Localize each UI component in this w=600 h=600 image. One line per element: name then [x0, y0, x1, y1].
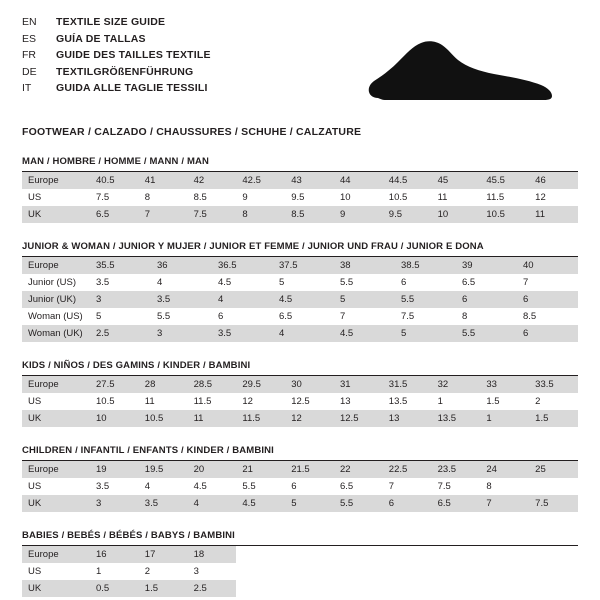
- cell: [383, 580, 432, 597]
- cell: 8.5: [523, 311, 537, 322]
- cell: 42: [188, 172, 237, 189]
- cell: 5: [279, 277, 285, 288]
- cell: 40.5: [90, 172, 139, 189]
- cell: [383, 546, 432, 563]
- cell: 33: [480, 376, 529, 393]
- row-label: Woman (US): [28, 311, 83, 322]
- cell: 12: [285, 410, 334, 427]
- cell: 2.5: [90, 325, 151, 342]
- cell: 7.5: [437, 481, 451, 492]
- footwear-section-title: FOOTWEAR / CALZADO / CHAUSSURES / SCHUHE / CALZATURE: [22, 126, 362, 138]
- table-row: [22, 274, 578, 291]
- table-row: [22, 393, 578, 410]
- cell: 8.5: [193, 192, 207, 203]
- cell: 2: [535, 396, 541, 407]
- cell: 4: [212, 291, 273, 308]
- cell: 7: [388, 481, 395, 492]
- cell: 7: [480, 495, 529, 512]
- row-label: US: [28, 481, 42, 492]
- row-label: Europe: [22, 376, 90, 393]
- cell: 8: [144, 192, 151, 203]
- cell: [529, 563, 578, 580]
- cell: 5.5: [395, 291, 456, 308]
- cell: [432, 563, 481, 580]
- cell: 28: [139, 376, 188, 393]
- cell: 3: [151, 325, 212, 342]
- row-label: Junior (US): [28, 277, 77, 288]
- cell: 38: [334, 257, 395, 274]
- language-code: FR: [22, 49, 36, 61]
- cell: 11: [144, 396, 155, 407]
- cell: 6.5: [279, 311, 293, 322]
- table-row: [22, 461, 578, 478]
- cell: 2.5: [188, 580, 237, 597]
- cell: 6: [401, 277, 407, 288]
- cell: 5.5: [456, 325, 517, 342]
- document-header: [22, 14, 578, 110]
- cell: 38.5: [395, 257, 456, 274]
- language-title: TEXTILE SIZE GUIDE: [56, 16, 166, 28]
- cell: [383, 563, 432, 580]
- cell: 13.5: [388, 396, 408, 407]
- cell: [529, 580, 578, 597]
- cell: 6: [456, 291, 517, 308]
- size-table-children: [22, 461, 578, 512]
- block-label: BABIES / BEBÉS / BÉBÉS / BABYS / BAMBINI: [22, 530, 578, 546]
- cell: [334, 563, 383, 580]
- cell: 40: [517, 257, 578, 274]
- cell: 11.5: [193, 396, 212, 407]
- cell: 6: [291, 481, 297, 492]
- table-row: [22, 206, 578, 223]
- cell: [529, 478, 578, 495]
- cell: 4.5: [273, 291, 334, 308]
- cell: 3.5: [96, 481, 110, 492]
- language-row: [22, 80, 211, 97]
- table-row: [22, 546, 578, 563]
- cell: 1: [437, 396, 443, 407]
- size-table-babies: [22, 546, 578, 597]
- cell: 20: [188, 461, 237, 478]
- cell: 13: [383, 410, 432, 427]
- cell: 19.5: [139, 461, 188, 478]
- cell: 4.5: [193, 481, 207, 492]
- row-label: Europe: [22, 546, 90, 563]
- cell: 21: [236, 461, 285, 478]
- language-row: [22, 64, 211, 81]
- cell: 31: [334, 376, 383, 393]
- dress-shoe-icon: [366, 36, 556, 111]
- cell: 10.5: [139, 410, 188, 427]
- block-label: JUNIOR & WOMAN / JUNIOR Y MUJER / JUNIOR ET FEMME / JUNIOR UND FRAU / JUNIOR E DONA: [22, 241, 578, 257]
- cell: 3.5: [212, 325, 273, 342]
- cell: 22.5: [383, 461, 432, 478]
- block-label: MAN / HOMBRE / HOMME / MANN / MAN: [22, 156, 578, 172]
- size-block-children: [22, 445, 578, 512]
- cell: 5.5: [157, 311, 171, 322]
- table-row: [22, 325, 578, 342]
- cell: 33.5: [529, 376, 578, 393]
- cell: 7: [340, 311, 346, 322]
- cell: 3: [90, 291, 151, 308]
- cell: 46: [529, 172, 578, 189]
- size-table-kids: [22, 376, 578, 427]
- cell: 4.5: [236, 495, 285, 512]
- cell: 4.5: [218, 277, 232, 288]
- cell: [480, 563, 529, 580]
- cell: 10.5: [96, 396, 115, 407]
- cell: 22: [334, 461, 383, 478]
- size-block-kids: [22, 360, 578, 427]
- cell: 32: [432, 376, 481, 393]
- cell: 37.5: [273, 257, 334, 274]
- cell: 45.5: [480, 172, 529, 189]
- cell: 10.5: [480, 206, 529, 223]
- cell: 8.5: [285, 206, 334, 223]
- cell: 36.5: [212, 257, 273, 274]
- cell: 4: [188, 495, 237, 512]
- cell: 1.5: [529, 410, 578, 427]
- cell: 5: [395, 325, 456, 342]
- cell: 27.5: [90, 376, 139, 393]
- table-row: [22, 308, 578, 325]
- cell: 17: [139, 546, 188, 563]
- cell: 7.5: [96, 192, 110, 203]
- language-title: GUÍA DE TALLAS: [56, 32, 146, 45]
- row-label: Woman (UK): [22, 325, 90, 342]
- cell: 7.5: [401, 311, 415, 322]
- cell: 11.5: [236, 410, 285, 427]
- language-row: [22, 31, 211, 48]
- row-label: Europe: [22, 257, 90, 274]
- cell: 4.5: [334, 325, 395, 342]
- cell: 12: [242, 396, 253, 407]
- cell: 18: [188, 546, 237, 563]
- cell: 0.5: [90, 580, 139, 597]
- cell: 3: [90, 495, 139, 512]
- table-row: [22, 376, 578, 393]
- size-block-junior-woman: [22, 241, 578, 342]
- cell: [236, 546, 285, 563]
- cell: 6: [218, 311, 224, 322]
- row-label: US: [28, 192, 42, 203]
- language-title: GUIDE DES TAILLES TEXTILE: [56, 49, 211, 61]
- row-label: Junior (UK): [22, 291, 90, 308]
- language-title: GUIDA ALLE TAGLIE TESSILI: [56, 82, 208, 94]
- cell: 6.5: [432, 495, 481, 512]
- table-row: [22, 478, 578, 495]
- cell: 11: [437, 192, 448, 203]
- language-code: ES: [22, 32, 37, 45]
- cell: 21.5: [285, 461, 334, 478]
- cell: 3.5: [96, 277, 110, 288]
- cell: 9: [334, 206, 383, 223]
- cell: 43: [285, 172, 334, 189]
- cell: 4: [157, 277, 163, 288]
- cell: 12: [535, 192, 546, 203]
- cell: 12.5: [334, 410, 383, 427]
- cell: 31.5: [383, 376, 432, 393]
- cell: 25: [529, 461, 578, 478]
- size-table-man: [22, 172, 578, 223]
- cell: 11.5: [486, 192, 505, 203]
- cell: 5: [96, 311, 102, 322]
- cell: [236, 580, 285, 597]
- cell: 13.5: [432, 410, 481, 427]
- cell: 10: [432, 206, 481, 223]
- cell: 1.5: [139, 580, 188, 597]
- table-row: [22, 495, 578, 512]
- cell: 1: [480, 410, 529, 427]
- language-code: DE: [22, 65, 37, 78]
- row-label: Europe: [22, 172, 90, 189]
- cell: 12.5: [291, 396, 310, 407]
- cell: 6: [383, 495, 432, 512]
- cell: 10.5: [388, 192, 408, 203]
- cell: 29.5: [236, 376, 285, 393]
- table-row: [22, 189, 578, 206]
- cell: 5.5: [242, 481, 256, 492]
- cell: 3: [193, 566, 199, 577]
- table-row: [22, 257, 578, 274]
- cell: 9: [242, 192, 248, 203]
- cell: 45: [432, 172, 481, 189]
- cell: [285, 563, 334, 580]
- cell: 44: [334, 172, 383, 189]
- cell: 13: [339, 396, 351, 407]
- cell: 6.5: [462, 277, 476, 288]
- cell: [285, 580, 334, 597]
- cell: 8: [236, 206, 285, 223]
- cell: 4: [144, 481, 151, 492]
- cell: 3.5: [151, 291, 212, 308]
- cell: 7: [523, 277, 529, 288]
- language-row: [22, 47, 211, 64]
- block-label: CHILDREN / INFANTIL / ENFANTS / KINDER / BAMBINI: [22, 445, 578, 461]
- cell: 28.5: [188, 376, 237, 393]
- cell: [480, 546, 529, 563]
- cell: 6: [517, 325, 578, 342]
- cell: 35.5: [90, 257, 151, 274]
- cell: 10: [339, 192, 351, 203]
- cell: 24: [480, 461, 529, 478]
- language-title-list: [22, 14, 211, 97]
- cell: 6.5: [90, 206, 139, 223]
- table-row: [22, 410, 578, 427]
- cell: 7.5: [188, 206, 237, 223]
- table-row: [22, 172, 578, 189]
- cell: 6.5: [339, 481, 354, 492]
- cell: [432, 580, 481, 597]
- cell: 39: [456, 257, 517, 274]
- row-label: US: [28, 566, 42, 577]
- table-row: [22, 291, 578, 308]
- cell: 11: [529, 206, 578, 223]
- cell: [236, 563, 285, 580]
- cell: 6: [517, 291, 578, 308]
- row-label: US: [28, 396, 42, 407]
- cell: 41: [139, 172, 188, 189]
- cell: 42.5: [236, 172, 285, 189]
- cell: [285, 546, 334, 563]
- cell: 11: [188, 410, 237, 427]
- cell: 23.5: [432, 461, 481, 478]
- cell: 2: [144, 566, 151, 577]
- cell: 10: [90, 410, 139, 427]
- cell: 7: [139, 206, 188, 223]
- language-code: EN: [22, 16, 37, 28]
- language-title: TEXTILGRÖßENFÜHRUNG: [56, 65, 194, 78]
- row-label: UK: [22, 495, 90, 512]
- cell: 8: [462, 311, 468, 322]
- cell: 16: [90, 546, 139, 563]
- row-label: Europe: [22, 461, 90, 478]
- table-row: [22, 580, 578, 597]
- cell: 19: [90, 461, 139, 478]
- cell: 1.5: [486, 396, 500, 407]
- cell: 44.5: [383, 172, 432, 189]
- cell: 5: [334, 291, 395, 308]
- cell: 3.5: [139, 495, 188, 512]
- cell: 36: [151, 257, 212, 274]
- cell: 9.5: [291, 192, 305, 203]
- cell: [529, 546, 578, 563]
- cell: [432, 546, 481, 563]
- row-label: UK: [22, 580, 90, 597]
- cell: 5.5: [334, 495, 383, 512]
- size-block-man: [22, 156, 578, 223]
- table-row: [22, 563, 578, 580]
- cell: 8: [486, 481, 492, 492]
- row-label: UK: [22, 410, 90, 427]
- size-block-babies: [22, 530, 578, 597]
- cell: 30: [285, 376, 334, 393]
- cell: 4: [273, 325, 334, 342]
- cell: [480, 580, 529, 597]
- cell: 5.5: [340, 277, 354, 288]
- cell: 5: [285, 495, 334, 512]
- row-label: UK: [22, 206, 90, 223]
- size-table-junior-woman: [22, 257, 578, 342]
- cell: [334, 546, 383, 563]
- cell: 7.5: [529, 495, 578, 512]
- cell: [334, 580, 383, 597]
- block-label: KIDS / NIÑOS / DES GAMINS / KINDER / BAMBINI: [22, 360, 578, 376]
- language-row: [22, 14, 211, 31]
- cell: 1: [96, 566, 102, 577]
- language-code: IT: [22, 82, 32, 94]
- cell: 9.5: [383, 206, 432, 223]
